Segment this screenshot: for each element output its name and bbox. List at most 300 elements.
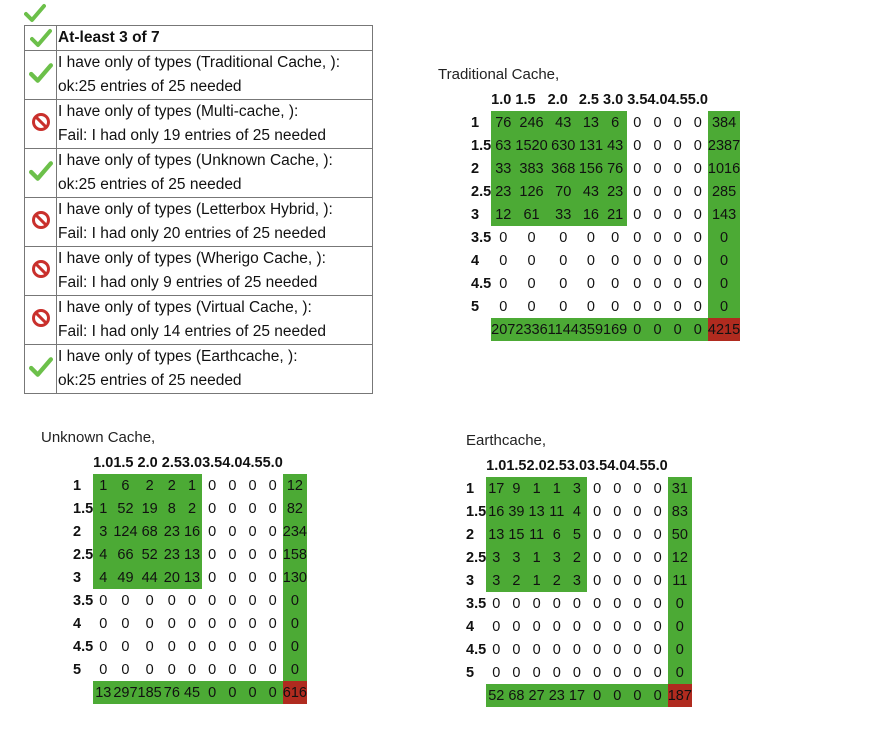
column-total: 2336 (515, 318, 547, 341)
matrix-cell: 0 (512, 618, 521, 635)
row-total: 0 (708, 226, 740, 249)
requirements-header: At-least 3 of 7 (57, 26, 373, 51)
requirement-row (25, 296, 373, 345)
matrix-cell: 3 (567, 569, 587, 592)
matrix-cell: 0 (653, 480, 662, 497)
column-header: 2.5 (578, 91, 599, 108)
matrix-cell: 13 (182, 566, 202, 589)
matrix-cell: 4 (93, 566, 113, 589)
matrix-cell: 0 (673, 114, 682, 131)
column-header: 3.5 (587, 457, 608, 474)
matrix-cell: 21 (603, 203, 627, 226)
column-header-row (73, 451, 307, 474)
column-header: 2.5 (546, 457, 567, 474)
matrix-cell: 0 (248, 615, 257, 632)
column-total: 207 (491, 318, 515, 341)
matrix-cell: 52 (113, 497, 137, 520)
matrix-cell: 6 (113, 474, 137, 497)
matrix-cell: 0 (586, 298, 595, 315)
column-totals-row (466, 684, 692, 707)
requirements-table (24, 25, 373, 394)
matrix-cell: 0 (268, 569, 277, 586)
matrix-cell: 0 (653, 137, 662, 154)
matrix-row (471, 111, 740, 134)
matrix-row (471, 272, 740, 295)
row-total: 0 (283, 612, 307, 635)
column-total: 68 (506, 684, 526, 707)
column-total: 0 (222, 681, 242, 704)
column-header: 5.0 (687, 91, 708, 108)
matrix-cell: 0 (586, 275, 595, 292)
ban-icon (31, 308, 51, 328)
column-header: 4.0 (647, 91, 668, 108)
matrix-cell: 0 (653, 549, 662, 566)
ban-icon (31, 210, 51, 230)
column-header: 2.5 (161, 454, 182, 471)
matrix-cell: 70 (548, 180, 579, 203)
row-total: 50 (668, 523, 692, 546)
matrix-cell: 156 (579, 157, 603, 180)
column-header: 3.0 (603, 91, 624, 108)
matrix-cell: 0 (268, 615, 277, 632)
matrix-cell: 0 (613, 572, 622, 589)
matrix-cell: 630 (548, 134, 579, 157)
matrix-cell: 0 (512, 595, 521, 612)
matrix-cell: 0 (653, 275, 662, 292)
matrix-cell: 0 (633, 503, 642, 520)
matrix-cell: 246 (515, 111, 547, 134)
matrix-cell: 0 (512, 641, 521, 658)
matrix-cell: 0 (99, 615, 108, 632)
row-total: 0 (283, 635, 307, 658)
matrix-row (466, 546, 692, 569)
row-label: 2 (73, 523, 82, 540)
matrix-cell: 2 (547, 569, 567, 592)
matrix-cell: 2 (182, 497, 202, 520)
matrix-cell: 0 (99, 661, 108, 678)
matrix-cell: 0 (633, 526, 642, 543)
row-total: 0 (668, 661, 692, 684)
matrix-cell: 33 (491, 157, 515, 180)
column-header: 2.0 (547, 91, 568, 108)
matrix-cell: 0 (268, 546, 277, 563)
column-total: 23 (547, 684, 567, 707)
matrix-cell: 76 (491, 111, 515, 134)
matrix-cell: 16 (486, 500, 506, 523)
row-total: 82 (283, 497, 307, 520)
matrix-cell: 0 (693, 229, 702, 246)
matrix-cell: 0 (512, 664, 521, 681)
status-icon-cell (25, 345, 57, 394)
matrix-row (466, 500, 692, 523)
matrix-cell: 0 (633, 480, 642, 497)
matrix-cell: 0 (228, 500, 237, 517)
difficulty-terrain-table (73, 451, 307, 704)
matrix-cell: 49 (113, 566, 137, 589)
matrix-cell: 0 (653, 503, 662, 520)
matrix-cell: 5 (567, 523, 587, 546)
requirement-text (57, 149, 373, 198)
row-label: 3 (73, 569, 82, 586)
requirement-result: Fail: I had only 9 entries of 25 needed (58, 274, 318, 291)
column-total: 0 (688, 318, 708, 341)
column-total: 0 (607, 684, 627, 707)
matrix-cell: 0 (552, 618, 561, 635)
column-total: 185 (138, 681, 162, 704)
requirement-text (57, 345, 373, 394)
matrix-cell: 0 (613, 641, 622, 658)
matrix-cell: 0 (268, 661, 277, 678)
requirement-row (25, 247, 373, 296)
requirement-type: I have only of types (Unknown Cache, ): (58, 152, 333, 169)
matrix-cell: 0 (586, 229, 595, 246)
row-label: 1 (466, 480, 475, 497)
matrix-cell: 1 (182, 474, 202, 497)
matrix-cell: 1 (527, 477, 547, 500)
matrix-row (73, 589, 307, 612)
matrix-cell: 52 (138, 543, 162, 566)
matrix-row (73, 474, 307, 497)
row-total: 0 (668, 615, 692, 638)
matrix-row (466, 477, 692, 500)
matrix-cell: 0 (693, 252, 702, 269)
header-icon-cell (25, 26, 57, 51)
matrix-cell: 0 (187, 661, 197, 678)
row-label: 4.5 (466, 641, 487, 658)
matrix-cell: 43 (579, 180, 603, 203)
matrix-cell: 0 (187, 592, 197, 609)
matrix-cell: 0 (187, 638, 197, 655)
requirement-type: I have only of types (Virtual Cache, ): (58, 299, 312, 316)
matrix-cell: 0 (527, 275, 536, 292)
matrix-cell: 0 (613, 549, 622, 566)
matrix-cell: 0 (499, 252, 508, 269)
matrix-cell: 0 (527, 252, 536, 269)
requirement-text (57, 198, 373, 247)
row-label: 3 (471, 206, 480, 223)
column-header: 2.0 (137, 454, 158, 471)
matrix-cell: 0 (208, 546, 217, 563)
matrix-cell: 2 (567, 546, 587, 569)
check-icon (29, 356, 53, 378)
row-label: 5 (73, 661, 82, 678)
matrix-cell: 0 (611, 229, 620, 246)
matrix-cell: 0 (653, 572, 662, 589)
overall-check-icon (24, 3, 46, 23)
column-total: 0 (647, 318, 667, 341)
matrix-row (73, 543, 307, 566)
matrix-cell: 0 (586, 252, 595, 269)
matrix-cell: 0 (633, 641, 642, 658)
check-icon (25, 28, 56, 48)
matrix-cell: 0 (248, 477, 257, 494)
matrix-cell: 0 (633, 183, 642, 200)
matrix-cell: 0 (572, 618, 581, 635)
matrix-cell: 0 (228, 638, 237, 655)
requirement-type: I have only of types (Multi-cache, ): (58, 103, 299, 120)
matrix-cell: 0 (673, 183, 682, 200)
row-total: 0 (283, 658, 307, 681)
ban-icon (31, 112, 51, 132)
matrix-cell: 39 (506, 500, 526, 523)
status-icon-cell (25, 198, 57, 247)
grand-total: 616 (283, 681, 307, 704)
requirement-row (25, 149, 373, 198)
matrix-cell: 43 (603, 134, 627, 157)
matrix-cell: 16 (579, 203, 603, 226)
matrix-cell: 1 (93, 497, 113, 520)
matrix-cell: 124 (113, 520, 137, 543)
matrix-cell: 4 (93, 543, 113, 566)
row-label: 4 (466, 618, 475, 635)
matrix-cell: 1520 (515, 134, 547, 157)
matrix-cell: 0 (527, 298, 536, 315)
requirement-type: I have only of types (Earthcache, ): (58, 348, 298, 365)
matrix-cell: 0 (492, 641, 501, 658)
matrix-cell: 0 (693, 137, 702, 154)
matrix-cell: 6 (547, 523, 567, 546)
matrix-cell: 0 (228, 477, 237, 494)
matrix-cell: 0 (593, 526, 602, 543)
matrix-cell: 0 (613, 526, 622, 543)
matrix-cell: 0 (121, 592, 130, 609)
matrix-cell: 0 (593, 641, 602, 658)
requirement-result: Fail: I had only 19 entries of 25 needed (58, 127, 326, 144)
matrix-cell: 0 (653, 641, 662, 658)
matrix-cell: 0 (145, 638, 154, 655)
matrix-cell: 0 (99, 638, 108, 655)
row-total: 0 (668, 592, 692, 615)
requirement-text (57, 100, 373, 149)
matrix-cell: 0 (613, 664, 622, 681)
matrix-cell: 0 (167, 638, 176, 655)
column-total: 0 (263, 681, 283, 704)
matrix-cell: 0 (633, 618, 642, 635)
matrix-cell: 23 (491, 180, 515, 203)
matrix-cell: 0 (653, 229, 662, 246)
matrix-cell: 3 (506, 546, 526, 569)
column-total: 0 (242, 681, 262, 704)
column-header: 1.5 (506, 457, 527, 474)
matrix-cell: 1 (547, 477, 567, 500)
row-total: 130 (283, 566, 307, 589)
matrix-cell: 0 (532, 618, 541, 635)
matrix-row (471, 203, 740, 226)
column-header: 3.0 (181, 454, 203, 471)
row-label: 4 (471, 252, 480, 269)
matrix-cell: 0 (248, 523, 257, 540)
row-total: 0 (708, 272, 740, 295)
matrix-cell: 2 (506, 569, 526, 592)
matrix-cell: 0 (208, 615, 217, 632)
row-label: 1.5 (471, 137, 492, 154)
column-total: 169 (603, 318, 627, 341)
matrix-cell: 0 (228, 592, 237, 609)
matrix-cell: 0 (593, 503, 602, 520)
matrix-cell: 0 (633, 114, 642, 131)
matrix-cell: 0 (611, 252, 620, 269)
matrix-cell: 0 (268, 523, 277, 540)
matrix-cell: 0 (633, 298, 642, 315)
requirements-header-row (25, 26, 373, 51)
matrix-cell: 3 (93, 520, 113, 543)
column-total: 52 (486, 684, 506, 707)
matrix-cell: 66 (113, 543, 137, 566)
matrix-cell: 3 (567, 477, 587, 500)
matrix-row (471, 226, 740, 249)
status-icon-cell (25, 296, 57, 345)
matrix-cell: 0 (268, 477, 277, 494)
column-total: 0 (627, 318, 647, 341)
matrix-cell: 0 (492, 595, 501, 612)
matrix-cell: 0 (613, 595, 622, 612)
matrix-cell: 0 (499, 298, 508, 315)
matrix-row (466, 592, 692, 615)
requirement-row (25, 100, 373, 149)
matrix-title: Traditional Cache, (438, 66, 560, 83)
matrix-cell: 11 (527, 523, 547, 546)
matrix-cell: 9 (506, 477, 526, 500)
matrix-cell: 0 (633, 206, 642, 223)
matrix-cell: 0 (268, 638, 277, 655)
matrix-row (471, 134, 740, 157)
matrix-cell: 0 (248, 661, 257, 678)
matrix-cell: 0 (559, 298, 568, 315)
column-header: 4.5 (242, 454, 263, 471)
matrix-cell: 23 (162, 520, 182, 543)
matrix-cell: 0 (208, 638, 217, 655)
row-label: 5 (466, 664, 475, 681)
requirement-text (57, 51, 373, 100)
row-label: 3.5 (73, 592, 94, 609)
column-total: 27 (527, 684, 547, 707)
column-header: 4.0 (222, 454, 243, 471)
matrix-cell: 0 (559, 252, 568, 269)
matrix-row (73, 497, 307, 520)
matrix-cell: 63 (491, 134, 515, 157)
matrix-cell: 0 (167, 615, 176, 632)
matrix-cell: 0 (268, 592, 277, 609)
row-label: 3 (466, 572, 475, 589)
column-header: 1.5 (515, 91, 536, 108)
matrix-cell: 44 (138, 566, 162, 589)
row-label: 2.5 (466, 549, 487, 566)
requirement-row (25, 345, 373, 394)
column-header: 5.0 (262, 454, 283, 471)
matrix-row (471, 157, 740, 180)
matrix-cell: 0 (99, 592, 108, 609)
matrix-cell: 13 (527, 500, 547, 523)
matrix-cell: 0 (248, 500, 257, 517)
matrix-title: Unknown Cache, (41, 429, 156, 446)
matrix-cell: 3 (486, 546, 506, 569)
matrix-cell: 383 (515, 157, 547, 180)
requirement-type: I have only of types (Traditional Cache, ): (58, 54, 341, 71)
matrix-cell: 0 (228, 661, 237, 678)
column-header: 3.0 (566, 457, 588, 474)
matrix-cell: 0 (673, 206, 682, 223)
matrix-cell: 3 (486, 569, 506, 592)
matrix-cell: 0 (145, 592, 154, 609)
matrix-cell: 131 (579, 134, 603, 157)
row-total: 0 (708, 295, 740, 318)
matrix-cell: 0 (552, 641, 561, 658)
matrix-row (471, 249, 740, 272)
matrix-cell: 0 (673, 229, 682, 246)
column-header: 1.5 (113, 454, 134, 471)
column-totals-row (471, 318, 740, 341)
check-icon (29, 160, 53, 182)
row-total: 384 (708, 111, 740, 134)
matrix-cell: 0 (653, 252, 662, 269)
matrix-cell: 0 (228, 569, 237, 586)
row-label: 2 (471, 160, 480, 177)
row-label: 2.5 (471, 183, 492, 200)
row-label: 2 (466, 526, 475, 543)
matrix-cell: 1 (93, 474, 113, 497)
matrix-cell: 0 (572, 641, 581, 658)
difficulty-terrain-table (471, 88, 740, 341)
matrix-cell: 61 (515, 203, 547, 226)
matrix-cell: 2 (162, 474, 182, 497)
matrix-cell: 1 (527, 546, 547, 569)
matrix-cell: 0 (532, 664, 541, 681)
row-total: 83 (668, 500, 692, 523)
matrix-cell: 0 (208, 661, 217, 678)
matrix-row (73, 566, 307, 589)
matrix-row (471, 295, 740, 318)
row-label: 3.5 (471, 229, 492, 246)
matrix-row (73, 520, 307, 543)
matrix-cell: 0 (673, 160, 682, 177)
matrix-cell: 0 (145, 615, 154, 632)
column-total: 45 (182, 681, 202, 704)
matrix-cell: 76 (603, 157, 627, 180)
matrix-cell: 0 (559, 229, 568, 246)
column-header: 1.0 (491, 91, 512, 108)
matrix-cell: 0 (167, 592, 176, 609)
status-icon-cell (25, 247, 57, 296)
matrix-cell: 0 (653, 298, 662, 315)
matrix-cell: 15 (506, 523, 526, 546)
check-icon (29, 62, 53, 84)
row-total: 158 (283, 543, 307, 566)
matrix-cell: 23 (603, 180, 627, 203)
matrix-cell: 0 (653, 206, 662, 223)
matrix-cell: 0 (552, 664, 561, 681)
matrix-cell: 0 (248, 569, 257, 586)
row-label: 1.5 (466, 503, 487, 520)
column-total: 359 (579, 318, 603, 341)
matrix-cell: 0 (248, 546, 257, 563)
matrix-cell: 0 (693, 114, 702, 131)
requirement-row (25, 51, 373, 100)
matrix-cell: 2 (138, 474, 162, 497)
matrix-cell: 4 (567, 500, 587, 523)
matrix-cell: 0 (208, 569, 217, 586)
matrix-cell: 0 (653, 114, 662, 131)
row-total: 12 (668, 546, 692, 569)
matrix-cell: 43 (548, 111, 579, 134)
column-total: 1144 (548, 318, 579, 341)
matrix-cell: 0 (633, 137, 642, 154)
matrix-cell: 0 (673, 275, 682, 292)
matrix-cell: 11 (547, 500, 567, 523)
row-label: 4 (73, 615, 82, 632)
matrix-cell: 0 (593, 549, 602, 566)
matrix-cell: 6 (603, 111, 627, 134)
matrix-cell: 68 (138, 520, 162, 543)
